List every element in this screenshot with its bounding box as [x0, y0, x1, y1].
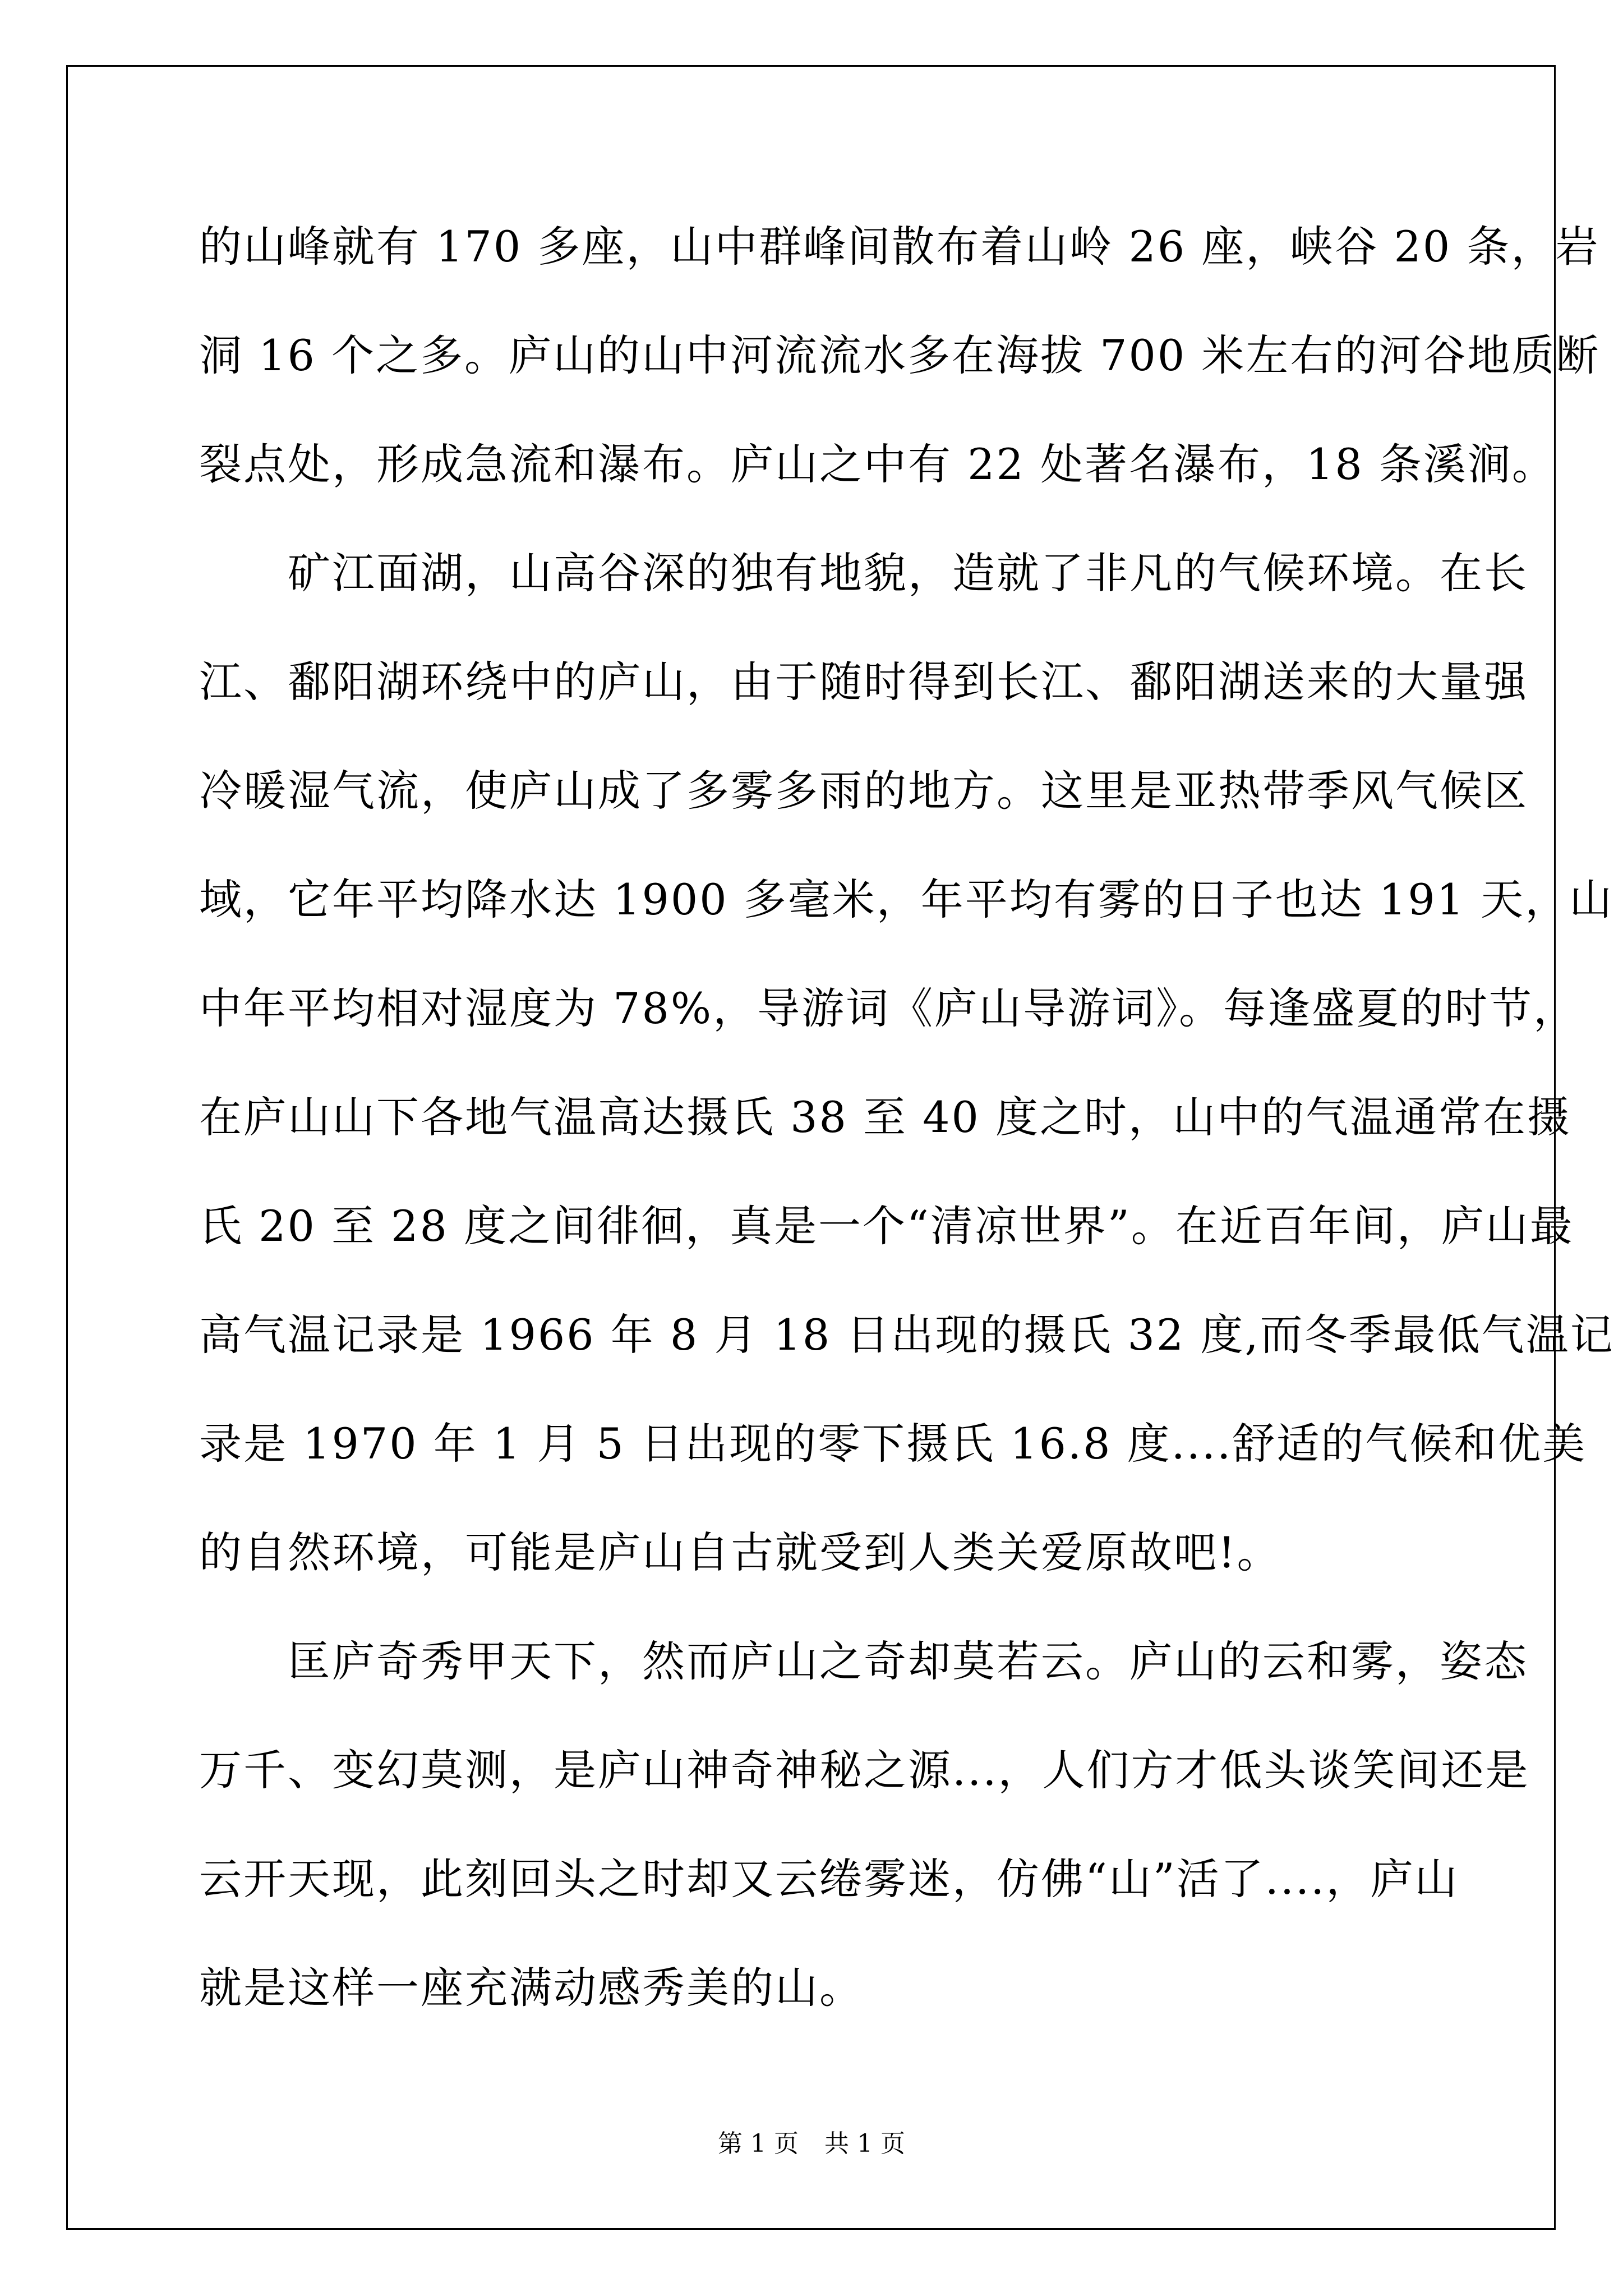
- text-line: 江、鄱阳湖环绕中的庐山，由于随时得到长江、鄱阳湖送来的大量强: [199, 657, 1528, 707]
- document-body: [199, 213, 1615, 2063]
- page-number: 第 1 页: [718, 2129, 799, 2158]
- text-line: 的自然环境，可能是庐山自古就受到人类关爱原故吧!。: [199, 1527, 1281, 1577]
- page-total: 共 1 页: [824, 2129, 905, 2158]
- text-line: 万千、变幻莫测，是庐山神奇神秘之源...，人们方才低头谈笑间还是: [199, 1745, 1530, 1795]
- text-line: 云开天现，此刻回头之时却又云绻雾迷，仿佛“山”活了....，庐山: [199, 1854, 1459, 1904]
- text-line: 裂点处，形成急流和瀑布。庐山之中有 22 处著名瀑布，18 条溪涧。: [199, 439, 1556, 489]
- text-line: 高气温记录是 1966 年 8 月 18 日出现的摄氏 32 度,而冬季最低气温记: [199, 1310, 1615, 1360]
- text-line: 洞 16 个之多。庐山的山中河流流水多在海拔 700 米左右的河谷地质断: [199, 330, 1601, 380]
- text-line: 中年平均相对湿度为 78%，导游词《庐山导游词》。每逢盛夏的时节，: [199, 983, 1578, 1033]
- text-line: 域，它年平均降水达 1900 多毫米，年平均有雾的日子也达 191 天，山: [199, 875, 1614, 924]
- text-line: 录是 1970 年 1 月 5 日出现的零下摄氏 16.8 度....舒适的气候和优美: [199, 1419, 1587, 1469]
- text-line: 矿江面湖，山高谷深的独有地貌，造就了非凡的气候环境。在长: [199, 548, 1528, 598]
- page-footer: [0, 2123, 1623, 2159]
- text-line: 的山峰就有 170 多座，山中群峰间散布着山岭 26 座，峡谷 20 条，岩: [199, 222, 1600, 272]
- text-line: 就是这样一座充满动感秀美的山。: [199, 1963, 864, 2013]
- text-line: 氏 20 至 28 度之间徘徊，真是一个“清凉世界”。在近百年间，庐山最: [199, 1201, 1574, 1251]
- text-line: 在庐山山下各地气温高达摄氏 38 至 40 度之时，山中的气温通常在摄: [199, 1092, 1572, 1142]
- text-line: 冷暖湿气流，使庐山成了多雾多雨的地方。这里是亚热带季风气候区: [199, 766, 1528, 816]
- text-line: 匡庐奇秀甲天下，然而庐山之奇却莫若云。庐山的云和雾，姿态: [199, 1636, 1528, 1686]
